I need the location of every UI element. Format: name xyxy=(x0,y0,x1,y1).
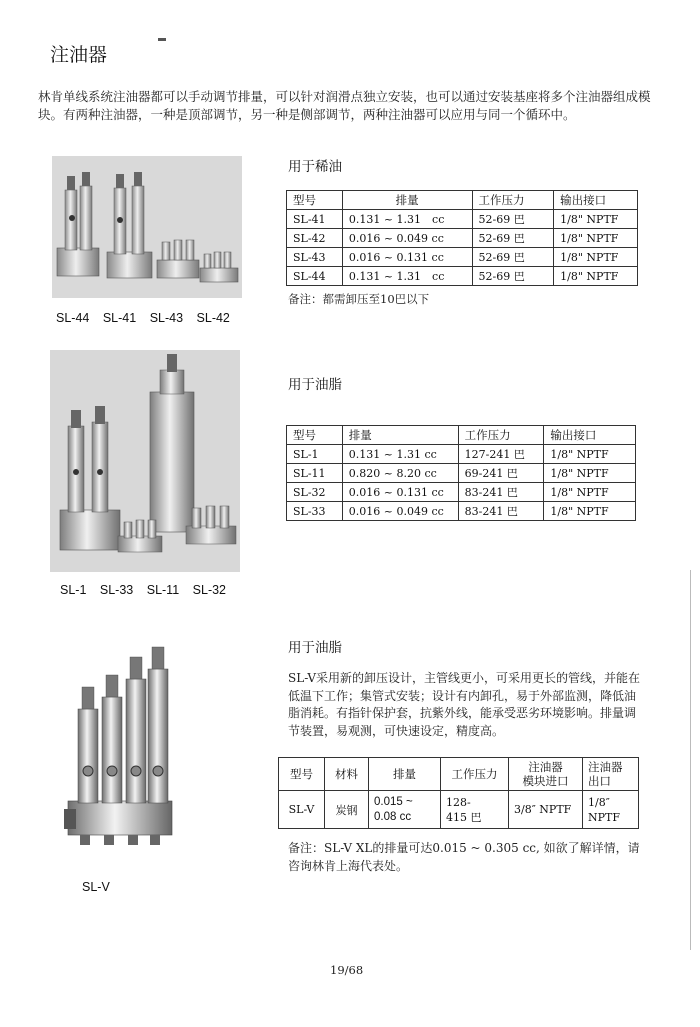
table-cell: 0.016 ~ 0.049 cc xyxy=(342,502,458,521)
table-cell: 1/8" NPTF xyxy=(544,445,636,464)
table-row xyxy=(287,210,638,229)
note-sl-v-xl: 备注：SL-V XL的排量可达0.015 ~ 0.305 cc, 如欲了解详情，请咨询林肯上海代表处。 xyxy=(288,841,640,873)
column-header: 工作压力 xyxy=(458,426,544,445)
table-cell: SL-11 xyxy=(287,464,343,483)
caption-item: SL-41 xyxy=(102,311,137,325)
table-cell: 127-241 巴 xyxy=(458,445,544,464)
table-cell xyxy=(441,791,509,829)
header-line: 出口 xyxy=(588,774,611,788)
column-header: 排量 xyxy=(342,426,458,445)
section-heading-grease-1: 用于油脂 xyxy=(288,377,342,393)
table-cell xyxy=(583,791,639,829)
sl-v-description: SL-V采用新的卸压设计，主管线更小，可采用更长的管线，并能在低温下工作；集管式安装；设计有内卸孔，易于外部监测，降低油脂消耗。有指针保护套，抗紫外线，能承受恶劣环境影响。排量调节装置，易观测，可快速设定，精度高。 xyxy=(288,671,641,738)
table-row xyxy=(287,445,636,464)
caption-item: SL-33 xyxy=(99,583,134,597)
column-header: 型号 xyxy=(287,191,343,210)
note-thin-oil: 备注：都需卸压至10巴以下 xyxy=(288,292,430,306)
photo-sl-v xyxy=(50,633,185,873)
table-cell: 0.131 ~ 1.31 cc xyxy=(342,445,458,464)
table-row xyxy=(287,502,636,521)
page-title: 注油器 xyxy=(50,44,108,66)
table-cell: SL-41 xyxy=(287,210,343,229)
table-cell: 3/8″ NPTF xyxy=(509,791,583,829)
table-header-row xyxy=(287,426,636,445)
header-line: 注油器 xyxy=(528,760,563,774)
table-cell: 83-241 巴 xyxy=(458,483,544,502)
cell-line: 0.08 cc xyxy=(374,810,412,823)
photo-caption-2 xyxy=(60,583,236,597)
caption-item: SL-44 xyxy=(56,311,90,325)
table-cell: 52-69 巴 xyxy=(472,210,554,229)
spec-table-grease xyxy=(286,425,636,521)
column-header: 输出接口 xyxy=(544,426,636,445)
column-header: 型号 xyxy=(287,426,343,445)
column-header xyxy=(583,758,639,791)
spec-table-thin-oil xyxy=(286,190,638,286)
table-cell: SL-1 xyxy=(287,445,343,464)
header-line: 注油器 xyxy=(588,760,623,774)
photo-sl-1-33-11-32 xyxy=(50,350,240,572)
caption-item: SL-42 xyxy=(196,311,230,325)
cell-line: 128- xyxy=(446,795,471,809)
caption-item: SL-1 xyxy=(60,583,87,597)
table-cell: 1/8" NPTF xyxy=(544,464,636,483)
table-row xyxy=(279,791,639,829)
table-cell: 炭钢 xyxy=(325,791,369,829)
caption-item: SL-43 xyxy=(149,311,184,325)
table-cell: SL-44 xyxy=(287,267,343,286)
section-heading-thin-oil: 用于稀油 xyxy=(288,159,342,175)
table-row xyxy=(287,464,636,483)
table-cell: SL-43 xyxy=(287,248,343,267)
table-row xyxy=(287,483,636,502)
table-cell: SL-V xyxy=(279,791,325,829)
table-cell: 52-69 巴 xyxy=(472,267,554,286)
table-cell: 0.016 ~ 0.049 cc xyxy=(342,229,472,248)
spec-table-sl-v xyxy=(278,757,639,829)
table-cell: 0.016 ~ 0.131 cc xyxy=(342,483,458,502)
table-cell: 1/8" NPTF xyxy=(544,502,636,521)
table-cell: SL-42 xyxy=(287,229,343,248)
table-cell: 0.131 ~ 1.31 cc xyxy=(342,267,472,286)
table-cell: 69-241 巴 xyxy=(458,464,544,483)
column-header: 工作压力 xyxy=(441,758,509,791)
cell-line: NPTF xyxy=(588,810,620,824)
table-cell: 1/8" NPTF xyxy=(554,267,638,286)
table-row xyxy=(287,229,638,248)
table-row xyxy=(287,267,638,286)
column-header: 排量 xyxy=(369,758,441,791)
photo-sl-44-41-43-42 xyxy=(52,156,242,298)
caption-item: SL-32 xyxy=(192,583,227,597)
intro-paragraph: 林肯单线系统注油器都可以手动调节排量，可以针对润滑点独立安装，也可以通过安装基座将多个注油器组成模块。有两种注油器，一种是顶部调节，另一种是侧部调节，两种注油器可以应用与同一个循环中。 xyxy=(38,89,651,122)
column-header: 材料 xyxy=(325,758,369,791)
photo-caption-1 xyxy=(56,311,240,325)
column-header: 工作压力 xyxy=(472,191,554,210)
table-cell: 1/8" NPTF xyxy=(544,483,636,502)
title-mark xyxy=(158,38,166,41)
right-edge-rule xyxy=(690,570,691,950)
cell-line: 0.015 ~ xyxy=(374,795,413,808)
column-header: 型号 xyxy=(279,758,325,791)
table-cell: 1/8" NPTF xyxy=(554,248,638,267)
table-cell: 52-69 巴 xyxy=(472,248,554,267)
table-cell: 0.016 ~ 0.131 cc xyxy=(342,248,472,267)
table-cell: SL-33 xyxy=(287,502,343,521)
table-cell: SL-32 xyxy=(287,483,343,502)
cell-line: 415 巴 xyxy=(446,810,482,824)
column-header xyxy=(509,758,583,791)
table-header-row xyxy=(287,191,638,210)
cell-line: 1/8″ xyxy=(588,795,610,809)
table-header-row xyxy=(279,758,639,791)
column-header: 排量 xyxy=(342,191,472,210)
table-cell: 1/8" NPTF xyxy=(554,229,638,248)
table-cell: 83-241 巴 xyxy=(458,502,544,521)
photo-caption-3: SL-V xyxy=(82,880,110,894)
table-cell: 0.820 ~ 8.20 cc xyxy=(342,464,458,483)
table-cell: 1/8" NPTF xyxy=(554,210,638,229)
table-row xyxy=(287,248,638,267)
table-cell xyxy=(369,791,441,829)
caption-item: SL-11 xyxy=(146,583,180,597)
section-heading-grease-2: 用于油脂 xyxy=(288,640,342,656)
column-header: 输出接口 xyxy=(554,191,638,210)
page-number: 19/68 xyxy=(330,963,364,977)
table-cell: 0.131 ~ 1.31 cc xyxy=(342,210,472,229)
table-cell: 52-69 巴 xyxy=(472,229,554,248)
header-line: 模块进口 xyxy=(522,774,569,788)
